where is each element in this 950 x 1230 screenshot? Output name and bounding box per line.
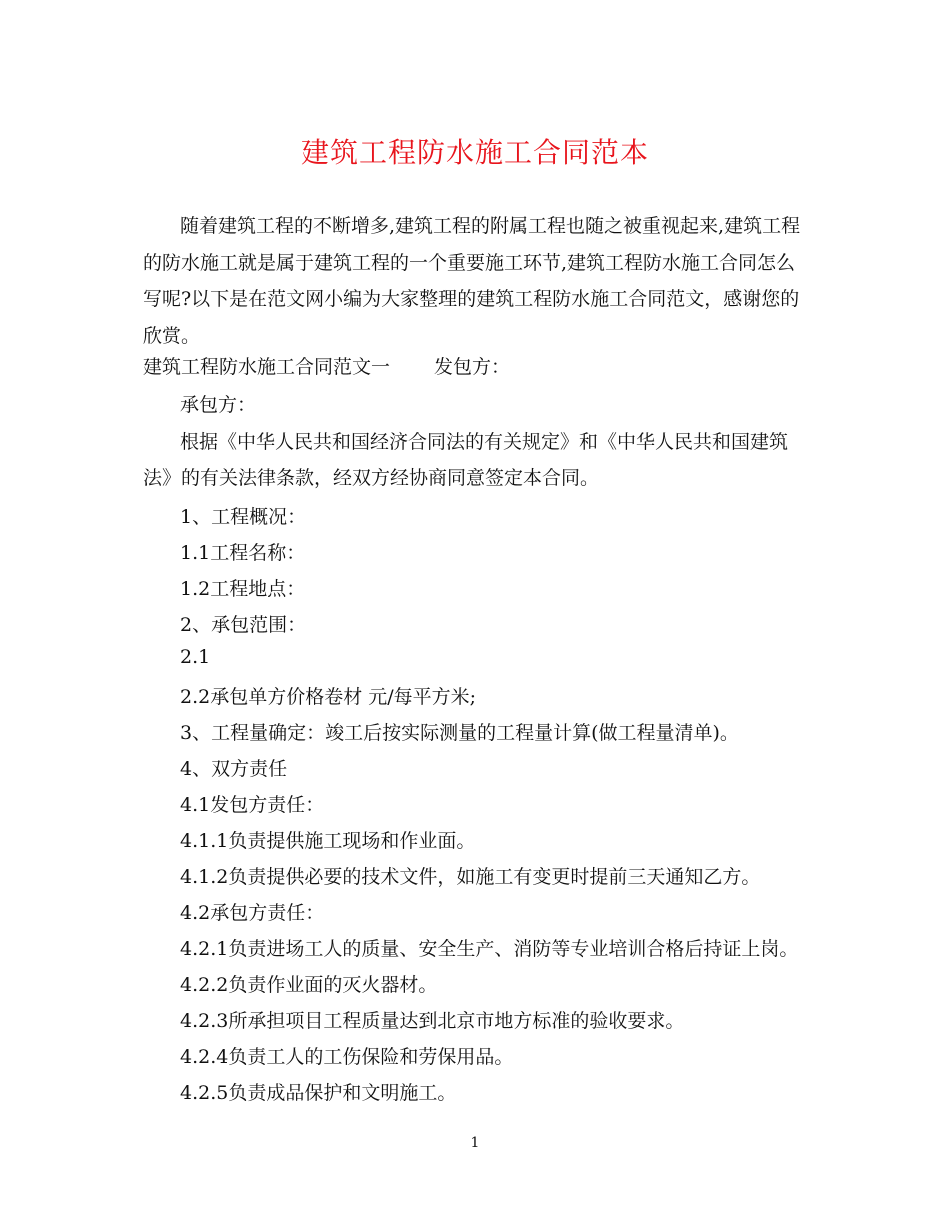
clause-line: 1.2工程地点：: [180, 578, 306, 600]
clause-line: 4.2.2负责作业面的灭火器材。: [180, 974, 438, 996]
clause-line: 4.2.1负责进场工人的质量、安全生产、消防等专业培训合格后持证上岗。: [180, 938, 799, 960]
clause-line: 4.2承包方责任：: [180, 902, 325, 924]
intro-paragraph: 随着建筑工程的不断增多,建筑工程的附属工程也随之被重视起来,建筑工程的防水施工就是属于建筑工程的一个重要施工环节,建筑工程防水施工合同怎么写呢?以下是在范文网小编为大家整理的建筑工程防水施工合同范文，感谢您的欣赏。: [143, 215, 801, 347]
page-number: 1: [470, 1135, 480, 1151]
clause-line: 1.1工程名称：: [180, 542, 306, 564]
clause-line: 4.1.1负责提供施工现场和作业面。: [180, 830, 476, 852]
clause-line: 4.2.4负责工人的工伤保险和劳保用品。: [180, 1046, 514, 1068]
basis-line-1: 根据《中华人民共和国经济合同法的有关规定》和《中华人民共和国建筑: [180, 431, 789, 453]
clause-line: 4.2.3所承担项目工程质量达到北京市地方标准的验收要求。: [180, 1010, 685, 1032]
clause-line: 4.1.2负责提供必要的技术文件，如施工有变更时提前三天通知乙方。: [180, 866, 761, 888]
clause-line: 4、双方责任: [180, 758, 288, 780]
heading-line: 建筑工程防水施工合同范文一 发包方：: [143, 356, 511, 378]
basis-line-2: 法》的有关法律条款，经双方经协商同意签定本合同。: [143, 467, 600, 489]
clause-line: 2、承包范围：: [180, 614, 307, 636]
clause-line: 1、工程概况：: [180, 506, 307, 528]
document-title: 建筑工程防水施工合同范本: [300, 136, 649, 169]
clause-line: 2.2承包单方价格卷材 元/每平方米;: [180, 686, 477, 708]
clause-line: 2.1: [180, 646, 211, 668]
clause-line: 4.2.5负责成品保护和文明施工。: [180, 1082, 457, 1104]
clause-line: 4.1发包方责任：: [180, 794, 325, 816]
contractor-line: 承包方：: [180, 394, 257, 416]
clause-line: 3、工程量确定：竣工后按实际测量的工程量计算(做工程量清单)。: [180, 722, 739, 744]
